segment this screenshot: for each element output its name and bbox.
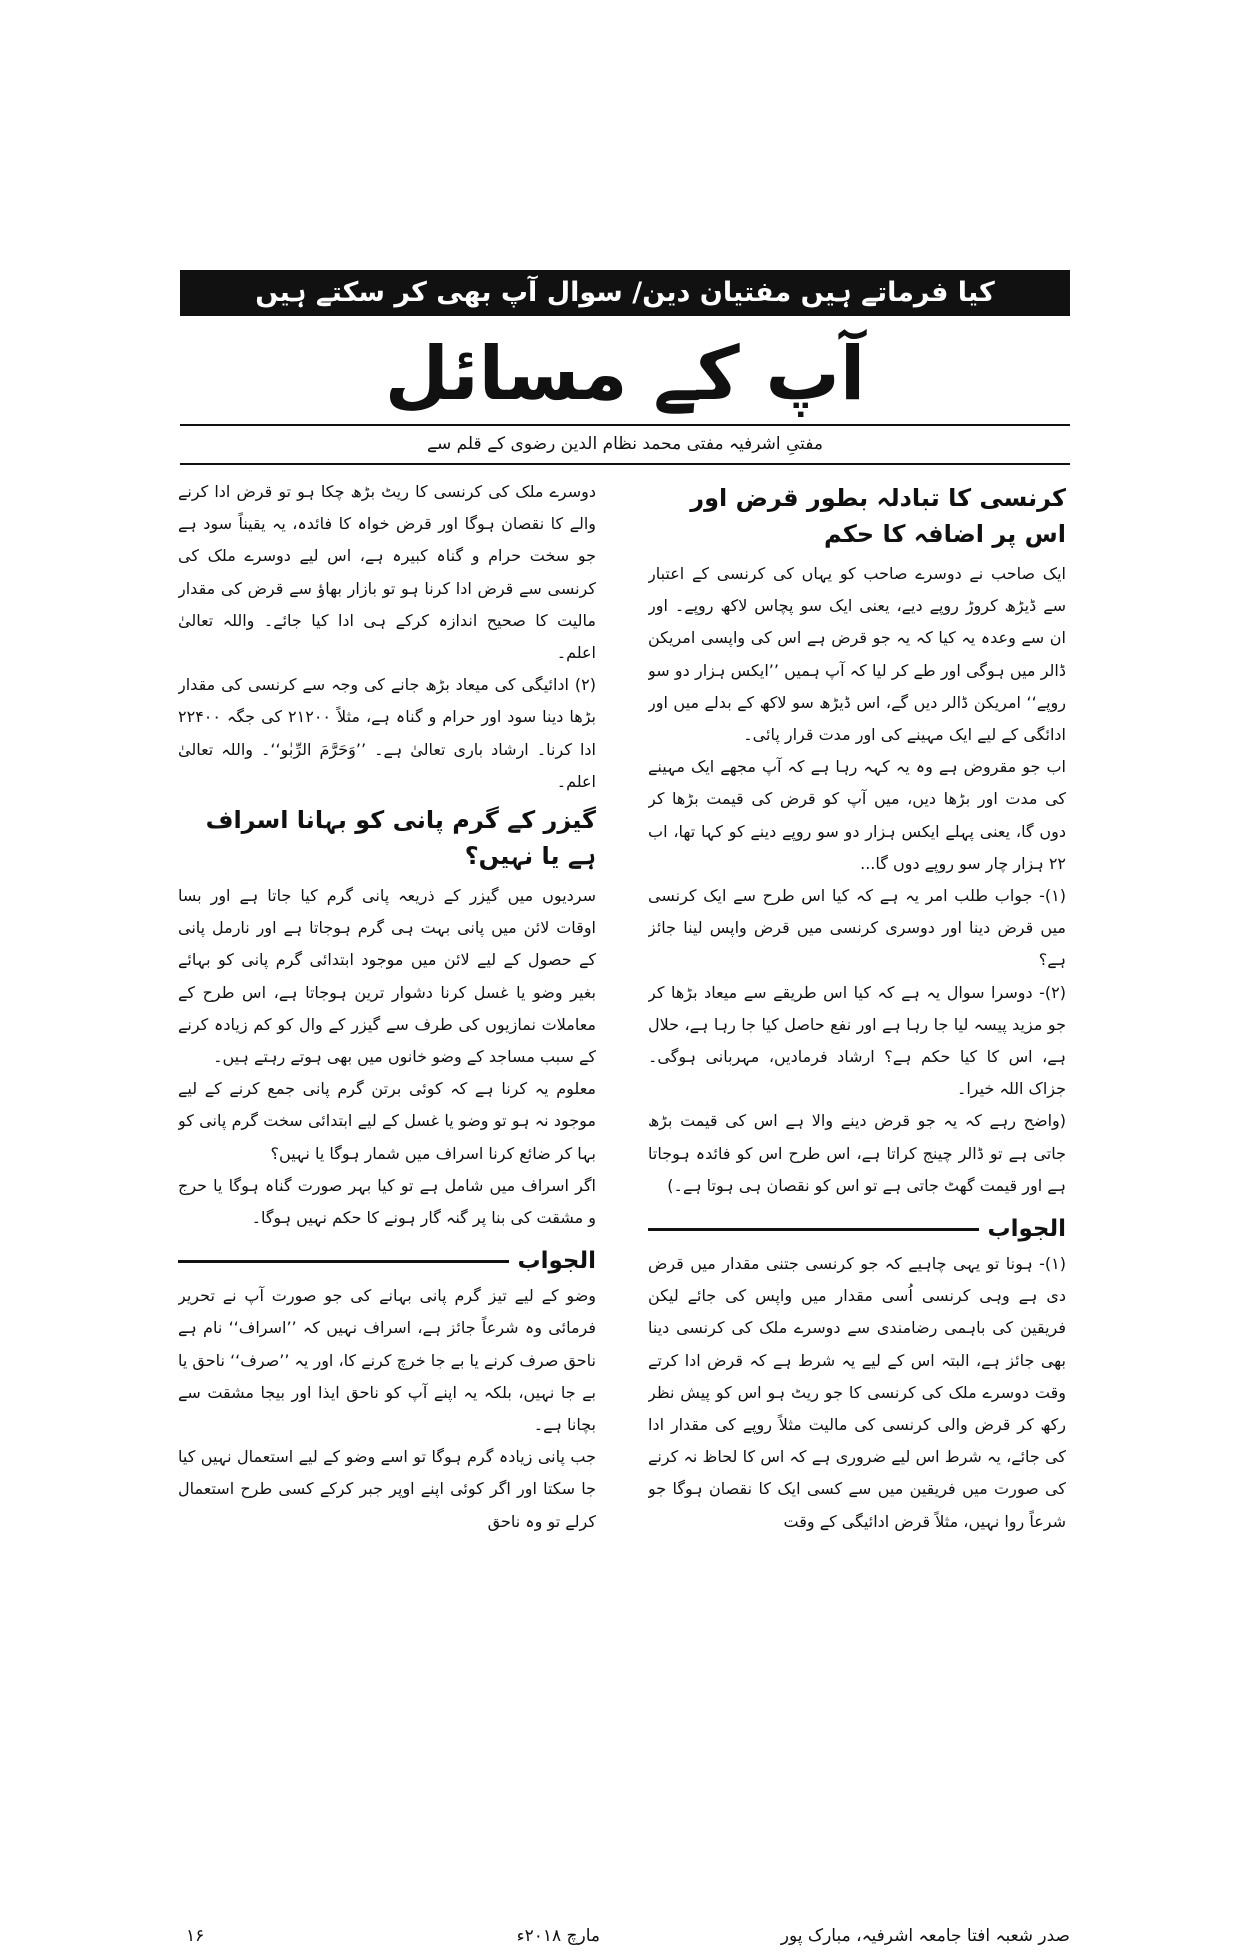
question-heading: کرنسی کا تبادلہ بطور قرض اور اس پر اضافہ کا حکم bbox=[690, 484, 1066, 548]
footer-publisher: صدر شعبہ افتا جامعہ اشرفیہ، مبارک پور bbox=[780, 1926, 1070, 1946]
question-paragraph: (۱)- جواب طلب امر یہ ہے کہ کیا اس طرح سے ایک کرنسی میں قرض دینا اور دوسری کرنسی میں قرض واپس لینا جائز ہے؟ bbox=[648, 886, 1066, 970]
question-paragraph: (۲)- دوسرا سوال یہ ہے کہ کیا اس طریقے سے میعاد بڑھا کر جو مزید پیسہ لیا جا رہا ہے اور نفع حاصل کیا جا رہا ہے، حلال ہے، اس کا کیا حکم ہے؟ ارشاد فرمادیں، مہربانی ہوگی۔ جزاک اللہ خیرا۔ bbox=[648, 982, 1066, 1099]
question-paragraph: سردیوں میں گیزر کے ذریعہ پانی گرم کیا جاتا ہے اور بسا اوقات لائن میں پانی بہت ہی گرم ہوجاتا ہے اور نارمل پانی کے حصول کے لیے لائن میں موجود ابتدائی گرم پانی کو بہائے بغیر وضو یا غسل کرنا دشوار ترین ہوجاتا ہے، اس طرح کے معاملات نمازیوں کی طرف سے گیزر کے وال کو کم زیادہ کرنے کے سبب مساجد کے وضو خانوں میں بھی ہوتے رہتے ہیں۔ bbox=[178, 886, 596, 1067]
answer-continuation: (۲) ادائیگی کی میعاد بڑھ جانے کی وجہ سے کرنسی کی مقدار بڑھا دینا سود اور حرام و گناہ ہے، مثلاً ۲۱۲۰۰ کی جگہ ۲۲۴۰۰ ادا کرنا۔ ارشاد باری تعالیٰ ہے۔ ’’وَحَرَّمَ الرِّبٰو‘‘۔ واللہ تعالیٰ اعلم۔ bbox=[178, 675, 596, 791]
page-number: ۱۶ bbox=[186, 1926, 205, 1946]
section-banner: کیا فرماتے ہیں مفتیان دین/ سوال آپ بھی کر سکتے ہیں bbox=[180, 270, 1070, 316]
question-paragraph: اگر اسراف میں شامل ہے تو کیا بہر صورت گناہ ہوگا یا حرج و مشقت کی بنا پر گنہ گار ہونے کا حکم نہیں ہوگا۔ bbox=[178, 1175, 596, 1228]
answer-heading-rule bbox=[648, 1228, 979, 1231]
footer-date: مارچ ۲۰۱۸ء bbox=[516, 1926, 600, 1946]
question-heading: گیزر کے گرم پانی کو بہانا اسراف ہے یا نہیں؟ bbox=[205, 806, 596, 871]
title-divider bbox=[180, 424, 1070, 426]
answer-heading bbox=[648, 1212, 1066, 1246]
question-paragraph: معلوم یہ کرنا ہے کہ کوئی برتن گرم پانی جمع کرنے کے لیے موجود نہ ہو تو وضو یا غسل کے لیے ابتدائی سخت گرم پانی کو بہا کر ضائع کرنا اسراف میں شمار ہوگا یا نہیں؟ bbox=[178, 1079, 596, 1163]
page-title: آپ کے مسائل bbox=[384, 331, 866, 417]
answer-paragraph: (۱)- ہونا تو یہی چاہیے کہ جو کرنسی جتنی مقدار میں قرض دی ہے وہی کرنسی اُسی مقدار میں واپس کی جائے لیکن فریقین کی باہمی رضامندی سے دوسرے ملک کی کرنسی دینا بھی جائز ہے، البتہ اس کے لیے یہ شرط ہے کہ قرض ادا کرتے وقت دوسرے ملک کی کرنسی کا جو ریٹ ہو اس کو پیش نظر رکھ کر قرض والی کرنسی کی مالیت مثلاً روپے کی مقدار ادا کی جائے، یہ شرط اس لیے ضروری ہے کہ اس کا لحاظ نہ کرنے کی صورت میں فریقین میں سے کسی ایک کا نقصان ہوگا جو شرعاً روا نہیں، مثلاً قرض ادائیگی کے وقت bbox=[648, 1254, 1066, 1531]
byline-divider bbox=[180, 463, 1070, 465]
question-paragraph: ایک صاحب نے دوسرے صاحب کو یہاں کی کرنسی کے اعتبار سے ڈیڑھ کروڑ روپے دیے، یعنی ایک سو پچاس لاکھ روپے۔ اور ان سے وعدہ یہ کیا کہ یہ جو قرض ہے اس کی واپسی امریکن ڈالر میں ہوگی اور طے کر لیا کہ آپ ہمیں ’’ایکس ہزار دو سو روپے‘‘ امریکن ڈالر دیں گے، اس ڈیڑھ سو لاکھ کے بدلے میں اور ادائگی کے لیے ایک مہینے کی اور مدت قرار پائی۔ bbox=[648, 564, 1066, 745]
answer-heading bbox=[178, 1244, 596, 1278]
question-paragraph: (واضح رہے کہ یہ جو قرض دینے والا ہے اس کی قیمت بڑھ جاتی ہے تو ڈالر چینج کراتا ہے، اس طرح اس کو فائدہ ہوجاتا ہے اور قیمت گھٹ جاتی ہے تو اس کو نقصان ہی ہوتا ہے۔) bbox=[648, 1111, 1066, 1195]
answer-continuation: دوسرے ملک کی کرنسی کا ریٹ بڑھ چکا ہو تو قرض ادا کرنے والے کا نقصان ہوگا اور قرض خواہ کا فائدہ، یہ یقیناً سود ہے جو سخت حرام و گناہ کبیرہ ہے، اس لیے دوسرے ملک کی کرنسی سے قرض ادا کرنا ہو تو بازار بھاؤ سے قرض کی مقدار مالیت کا صحیح اندازہ کرکے ہی ادا کیا جائے۔ واللہ تعالیٰ اعلم۔ bbox=[178, 482, 596, 663]
answer-heading-label: الجواب bbox=[517, 1248, 596, 1275]
page-footer bbox=[180, 1918, 1070, 1954]
question-paragraph: اب جو مقروض ہے وہ یہ کہہ رہا ہے کہ آپ مجھے ایک مہینے کی مدت اور بڑھا دیں، میں آپ کو قرض کی قیمت بڑھا کر دوں گا، یعنی پہلے ایکس ہزار دو سو روپے دینے کو کہا تھا، اب ۲۲ ہزار چار سو روپے دوں گا... bbox=[648, 757, 1066, 873]
answer-heading-label: الجواب bbox=[987, 1216, 1066, 1243]
left-column bbox=[178, 476, 596, 1916]
author-byline: مفتیِ اشرفیہ مفتی محمد نظام الدین رضوی کے قلم سے bbox=[427, 434, 823, 454]
answer-paragraph: جب پانی زیادہ گرم ہوگا تو اسے وضو کے لیے استعمال نہیں کیا جا سکتا اور اگر کوئی اپنے اوپر جبر کرکے کسی طرح استعمال کرلے تو وہ ناحق bbox=[178, 1447, 596, 1531]
right-column bbox=[648, 476, 1066, 1916]
answer-paragraph: وضو کے لیے تیز گرم پانی بہانے کی جو صورت آپ نے تحریر فرمائی وہ شرعاً جائز ہے، اسراف نہیں کہ ’’اسراف‘‘ نام ہے ناحق صرف کرنے یا بے جا خرچ کرنے کا، اور یہ ’’صرف‘‘ ناحق یا بے جا نہیں، بلکہ یہ اپنے آپ کو ناحق ایذا اور بیجا مشقت سے بچانا ہے۔ bbox=[178, 1286, 596, 1435]
answer-heading-rule bbox=[178, 1260, 509, 1263]
